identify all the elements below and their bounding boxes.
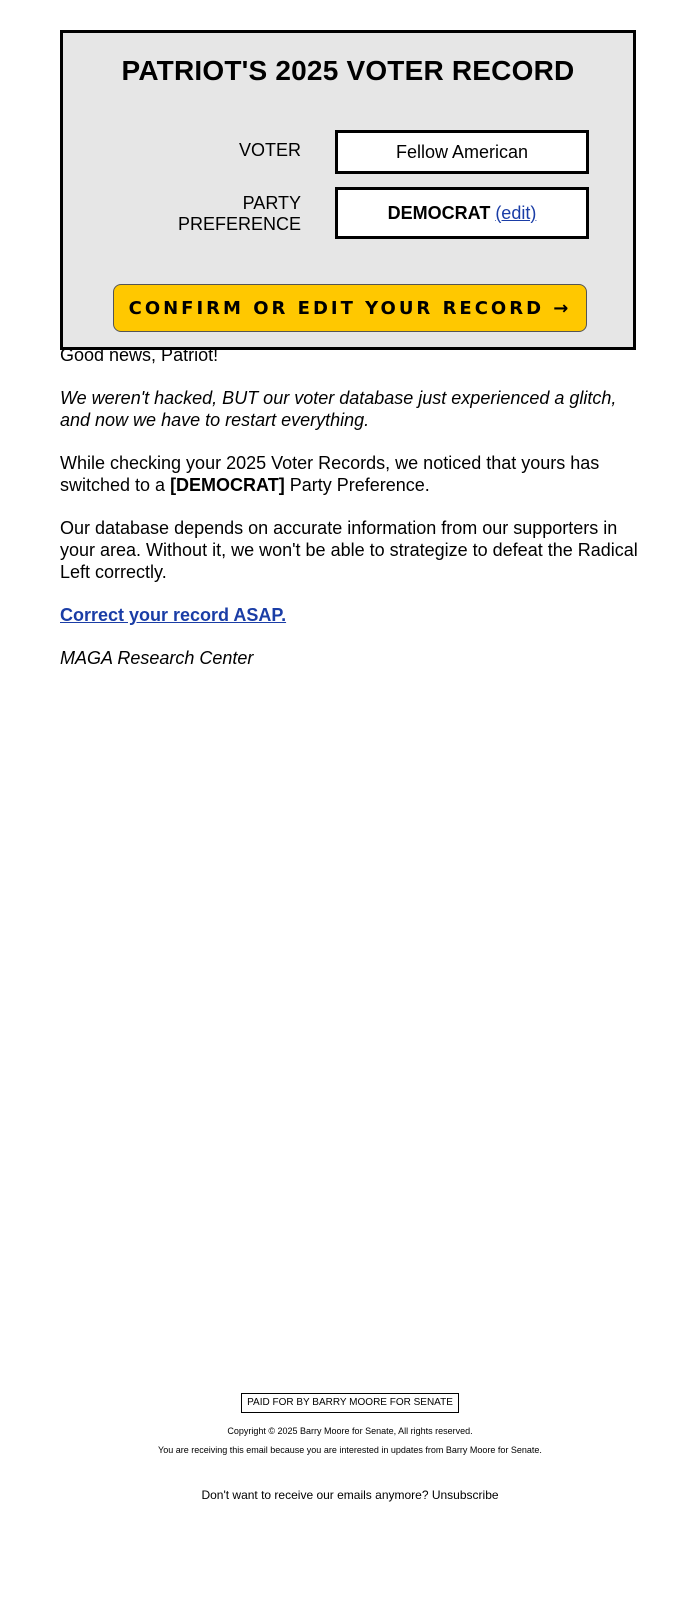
checking-paragraph — [60, 452, 640, 496]
checking-suffix: Party Preference. — [284, 475, 430, 495]
voter-value: Fellow American — [395, 141, 529, 162]
message-body — [60, 344, 640, 690]
unsubscribe-link[interactable]: Unsubscribe — [431, 1488, 499, 1502]
correct-record-link[interactable]: Correct your record ASAP. — [60, 605, 287, 625]
checking-party: [DEMOCRAT] — [170, 475, 285, 495]
unsubscribe-prompt: Don't want to receive our emails anymore? — [201, 1488, 429, 1502]
party-value-box — [335, 187, 589, 239]
glitch-notice: We weren't hacked, BUT our voter database just experienced a glitch, and now we have to restart everything. — [60, 388, 617, 430]
paid-for-disclaimer: PAID FOR BY BARRY MOORE FOR SENATE — [241, 1393, 459, 1413]
voter-record-panel — [60, 30, 636, 350]
greeting: Good news, Patriot! — [60, 345, 219, 365]
email-footer — [0, 1392, 700, 1502]
voter-value-box — [335, 130, 589, 174]
voter-label: VOTER — [238, 140, 301, 160]
copyright-text: Copyright © 2025 Barry Moore for Senate, All rights reserved. — [227, 1426, 473, 1436]
database-note: Our database depends on accurate information from our supporters in your area. Without it, we won't be able to strategize to defeat the Radical Left correctly. — [60, 518, 638, 582]
unsubscribe-line — [0, 1488, 700, 1502]
confirm-edit-record-button[interactable]: CONFIRM OR EDIT YOUR RECORD → — [113, 284, 587, 332]
party-label: PARTY PREFERENCE — [177, 193, 301, 234]
record-title: PATRIOT'S 2025 VOTER RECORD — [121, 55, 575, 86]
receiving-notice: You are receiving this email because you are interested in updates from Barry Moore for Senate. — [158, 1445, 542, 1455]
checking-prefix: While checking your 2025 Voter Records, we noticed that yours has switched to a — [60, 453, 600, 495]
party-value: DEMOCRAT — [387, 202, 491, 223]
signature: MAGA Research Center — [60, 648, 254, 668]
edit-party-link[interactable]: (edit) — [495, 202, 537, 223]
